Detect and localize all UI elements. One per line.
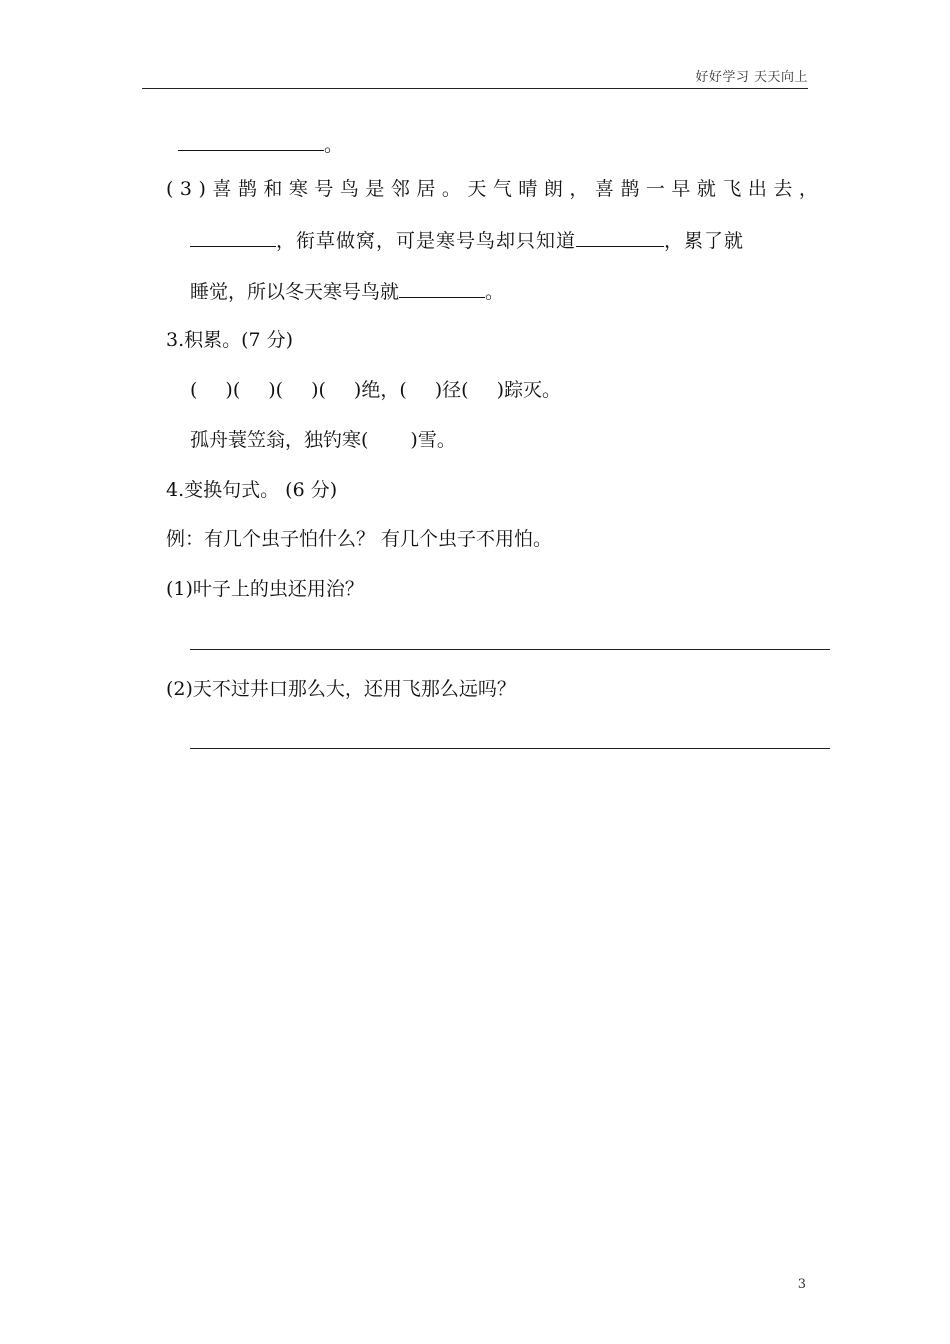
q2-3-line2 (190, 226, 744, 254)
answer-blank[interactable] (399, 277, 485, 298)
tail-punct: 。 (324, 134, 344, 156)
q4-example: 例：有几个虫子怕什么？ 有几个虫子不用怕。 (166, 528, 553, 550)
page-number: 3 (797, 1277, 806, 1292)
poem1-part: ( (190, 379, 198, 401)
answer-blank[interactable] (190, 226, 276, 247)
header-motto: 好好学习 天天向上 (695, 70, 808, 85)
answer-blank[interactable] (576, 226, 664, 247)
q2-3-line1: (3)喜鹊和寒号鸟是邻居。天气晴朗，喜鹊一早就飞出去， (166, 178, 825, 200)
q4-item2: (2)天不过井口那么大，还用飞那么远吗？ (166, 678, 516, 700)
q3-poem2 (190, 427, 456, 453)
q2-3-line2-a: ，衔草做窝，可是寒号鸟却只知道 (276, 230, 577, 252)
q2-3-line2-b: ，累了就 (664, 230, 745, 252)
poem1-part: )( (268, 379, 284, 401)
q2-3-line3-a: 睡觉，所以冬天寒号鸟就 (190, 281, 400, 303)
continuation-line (178, 130, 343, 158)
answer-line-2[interactable] (190, 748, 830, 749)
q3-poem1 (190, 377, 561, 403)
answer-line-1[interactable] (190, 649, 830, 650)
q4-title: 4.变换句式。 (6 分) (166, 479, 338, 501)
poem1-part: )( (311, 379, 326, 401)
poem1-part: )径( (434, 379, 469, 401)
poem1-part: )( (225, 379, 241, 401)
q3-title: 3.积累。(7 分) (166, 329, 294, 351)
answer-blank[interactable] (178, 130, 324, 151)
poem2-a: 孤舟蓑笠翁，独钓寒( (190, 429, 369, 451)
header-rule (142, 88, 808, 89)
poem1-part: )绝，( (353, 379, 407, 401)
q2-3-line3 (190, 277, 504, 305)
q4-item1: (1)叶子上的虫还用治？ (166, 578, 364, 600)
poem2-b: )雪。 (410, 429, 456, 451)
poem1-part: )踪灭。 (496, 379, 561, 401)
q2-3-line3-b: 。 (485, 281, 505, 303)
